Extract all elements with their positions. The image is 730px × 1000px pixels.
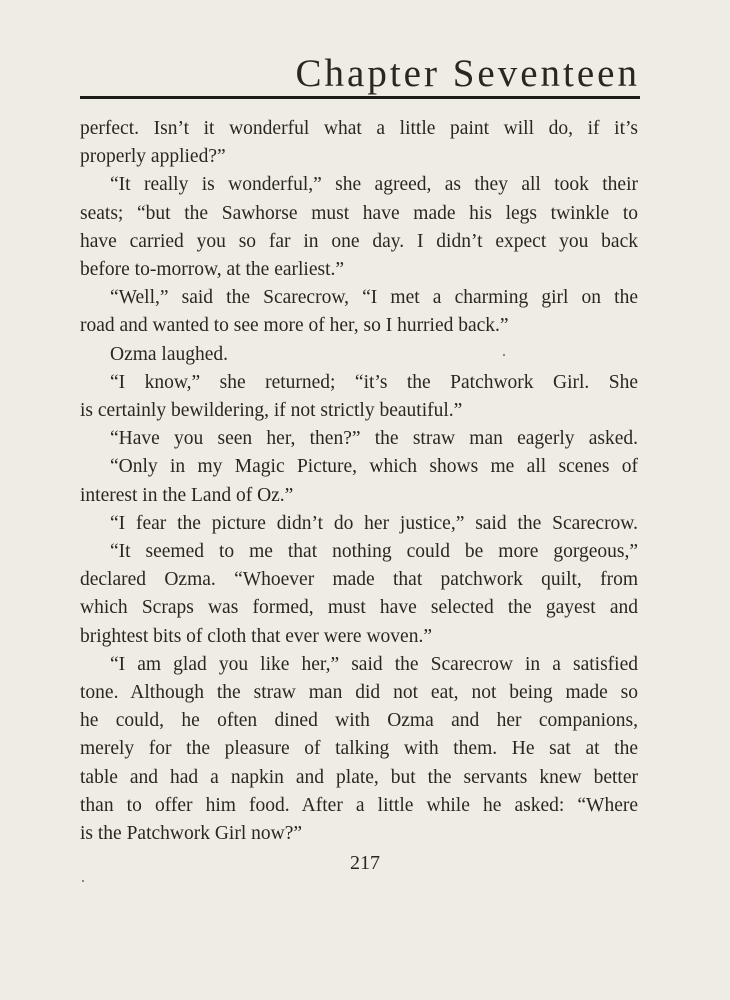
text-line: “It seemed to me that nothing could be more gorgeous,” — [110, 541, 638, 563]
text-line: he could, he often dined with Ozma and her companions, — [80, 710, 638, 732]
page-number: 217 — [350, 852, 380, 874]
text-line: than to offer him food. After a little while he asked: “Where — [80, 794, 638, 816]
text-line: before to-morrow, at the earliest.” — [80, 259, 345, 281]
text-line: “It really is wonderful,” she agreed, as they all took their — [110, 174, 638, 196]
text-line: declared Ozma. “Whoever made that patchwork quilt, from — [80, 569, 638, 591]
text-line: “I fear the picture didn’t do her justice,” said the Scarecrow. — [110, 512, 638, 534]
body-text — [80, 115, 638, 848]
text-line: tone. Although the straw man did not eat, not being made so — [80, 682, 638, 704]
text-line: merely for the pleasure of talking with them. He sat at the — [80, 738, 638, 760]
text-line: “Only in my Magic Picture, which shows me all scenes of — [110, 456, 638, 478]
text-line: interest in the Land of Oz.” — [80, 484, 294, 506]
paper-speck — [503, 354, 505, 356]
text-line: “I know,” she returned; “it’s the Patchwork Girl. She — [110, 371, 638, 393]
text-line: table and had a napkin and plate, but the servants knew better — [80, 766, 638, 788]
text-line: seats; “but the Sawhorse must have made his legs twinkle to — [80, 202, 638, 224]
text-line: properly applied?” — [80, 146, 226, 168]
chapter-title: Chapter Seventeen — [295, 52, 640, 95]
text-line: is certainly bewildering, if not strictly beautiful.” — [80, 400, 463, 422]
text-line: perfect. Isn’t it wonderful what a little paint will do, if it’s — [80, 118, 638, 139]
text-line: road and wanted to see more of her, so I hurried back.” — [80, 315, 509, 337]
text-line: is the Patchwork Girl now?” — [80, 823, 303, 845]
paper-speck — [82, 880, 84, 882]
text-line: “Well,” said the Scarecrow, “I met a charming girl on the — [110, 287, 638, 309]
text-line: have carried you so far in one day. I didn’t expect you back — [80, 230, 638, 252]
text-line: Ozma laughed. — [110, 343, 229, 365]
text-line: “Have you seen her, then?” the straw man eagerly asked. — [110, 428, 638, 450]
running-header — [80, 52, 640, 96]
header-rule — [80, 96, 640, 99]
text-line: “I am glad you like her,” said the Scarecrow in a satisfied — [110, 653, 638, 675]
text-line: brightest bits of cloth that ever were woven.” — [80, 625, 432, 647]
text-line: which Scraps was formed, must have selected the gayest and — [80, 597, 638, 619]
